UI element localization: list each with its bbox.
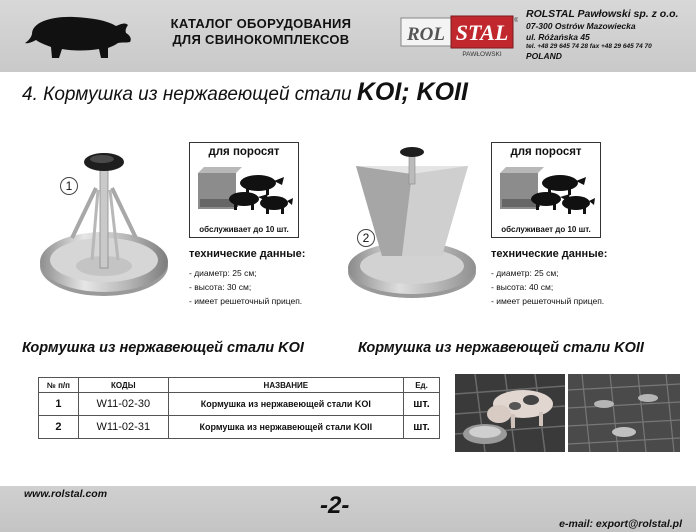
email-link[interactable]: e-mail: export@rolstal.pl (559, 518, 682, 530)
company-phones: tel. +48 29 645 74 28 fax +48 29 645 74 70 (526, 43, 652, 50)
product-codes-table (38, 377, 440, 439)
box-title: для поросят (510, 146, 582, 158)
page-number: -2- (320, 492, 350, 519)
specs-title: технические данные: (491, 248, 608, 260)
spec-attachment: - имеет решеточный прицеп. (189, 296, 303, 306)
caption-koii: Кормушка из нержавеющей стали KOII (358, 340, 644, 356)
company-address2: ul. Różańska 45 (526, 31, 590, 42)
section-number: 4. (22, 84, 38, 105)
cell-unit: шт. (404, 393, 440, 416)
piglet-feeding-photo (455, 374, 565, 452)
website-link[interactable]: www.rolstal.com (24, 488, 108, 500)
box-title: для поросят (208, 146, 280, 158)
registered-mark: ® (514, 18, 518, 24)
feeder-koii-photo (346, 146, 478, 302)
section-models: KOI; KOII (356, 78, 468, 106)
cell-name: Кормушка из нержавеющей стали KOII (168, 416, 403, 439)
cell-code: W11-02-30 (78, 393, 168, 416)
feeders-installed-photo (568, 374, 680, 452)
company-address1: 07-300 Ostrów Mazowiecka (526, 21, 636, 31)
company-name: ROLSTAL Pawłowski sp. z o.o. (526, 8, 679, 20)
feeder-koi-photo (36, 148, 172, 310)
spec-height: - высота: 40 см; (491, 282, 554, 292)
section-title: Кормушка из нержавеющей стали (43, 84, 352, 105)
col-header-name: НАЗВАНИЕ (168, 378, 403, 393)
header-band (0, 0, 696, 72)
catalog-title-line2: ДЛЯ СВИНОКОМПЛЕКСОВ (172, 32, 350, 47)
piglets-info-box (491, 142, 601, 238)
rolstal-logo (400, 14, 518, 58)
piglets-feeding-icon (196, 163, 294, 219)
product-number-badge: 2 (357, 229, 375, 247)
specs-block-koii (491, 248, 661, 308)
table-row (39, 416, 440, 439)
col-header-codes: КОДЫ (78, 378, 168, 393)
section-heading (22, 78, 468, 109)
table-header-row (39, 378, 440, 393)
specs-block-koi (189, 248, 359, 308)
catalog-title (136, 16, 386, 48)
company-info (526, 8, 696, 62)
cell-number: 1 (39, 393, 79, 416)
col-header-unit: Ед. (404, 378, 440, 393)
spec-diameter: - диаметр: 25 см; (491, 268, 559, 278)
company-country: POLAND (526, 51, 562, 61)
cell-unit: шт. (404, 416, 440, 439)
cell-number: 2 (39, 416, 79, 439)
spec-attachment: - имеет решеточный прицеп. (491, 296, 605, 306)
product-number-badge: 1 (60, 177, 78, 195)
piglets-feeding-icon (498, 163, 596, 219)
logo-stal-text: STAL (455, 20, 509, 45)
footer-band (0, 486, 696, 532)
table-row (39, 393, 440, 416)
pig-silhouette-icon (22, 10, 134, 60)
specs-title: технические данные: (189, 248, 306, 260)
box-note: обслуживает до 10 шт. (501, 225, 591, 234)
logo-sub-text: PAWŁOWSKI (462, 51, 502, 58)
cell-name: Кормушка из нержавеющей стали KOI (168, 393, 403, 416)
cell-code: W11-02-31 (78, 416, 168, 439)
spec-diameter: - диаметр: 25 см; (189, 268, 257, 278)
piglets-info-box (189, 142, 299, 238)
logo-rol-text: ROL (407, 24, 445, 45)
spec-height: - высота: 30 см; (189, 282, 252, 292)
catalog-title-line1: КАТАЛОГ ОБОРУДОВАНИЯ (170, 16, 352, 31)
box-note: обслуживает до 10 шт. (199, 225, 289, 234)
col-header-number: № п/п (39, 378, 79, 393)
caption-koi: Кормушка из нержавеющей стали KOI (22, 340, 304, 356)
